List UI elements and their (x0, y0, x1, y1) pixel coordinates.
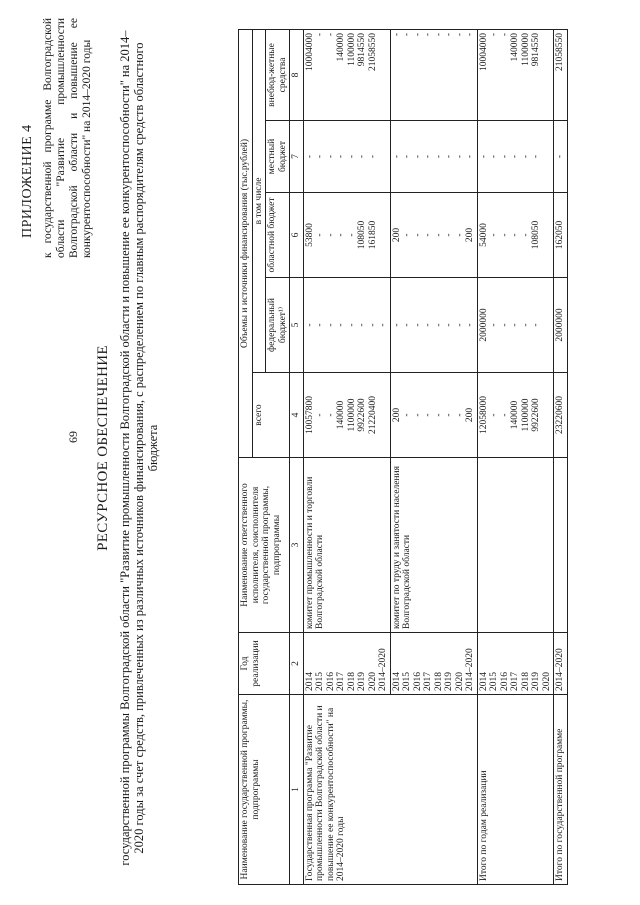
regional-cell: 53800 - - - - 108050 161850 (303, 193, 390, 278)
header-total: всего (252, 373, 290, 458)
total-cell: 23220600 (554, 373, 568, 458)
executor-cell (477, 458, 554, 633)
total-cell: 10057800 - - 140000 1100000 9922600 21220400 (303, 373, 390, 458)
executor-cell (554, 458, 568, 633)
header-executor: Наименование ответственного исполнителя, соисполнителя государственной программы, подпрограммы (239, 458, 290, 633)
extra-cell: 10004000 - - 140000 1100000 9814550 (477, 29, 554, 120)
resource-table (238, 29, 568, 885)
extra-cell: - - - - - - - - (390, 29, 477, 120)
years-cell: 2014 2015 2016 2017 2018 2019 2020 2014–2020 (303, 633, 390, 695)
appendix-text: к государственной программе Волгоградской области "Развитие промышленности Волгоградской области и повышение ее конкурентоспособности" на 2014–2020 годы (42, 18, 93, 258)
header-name: Наименование государственной программы, подпрограммы (239, 695, 290, 885)
local-cell: - - - - - - - - (390, 121, 477, 193)
header-including: в том числе (252, 29, 266, 372)
document-title: РЕСУРСНОЕ ОБЕСПЕЧЕНИЕ (95, 345, 111, 551)
years-cell: 2014–2020 (554, 633, 568, 695)
rotated-page (0, 3, 620, 893)
header-local: местный бюджет (266, 121, 290, 193)
local-cell: - - - - - - - (303, 121, 390, 193)
regional-cell: 54000 - - - - 108050 (477, 193, 554, 278)
appendix-block (20, 18, 94, 258)
header-year: Год реализации (239, 633, 290, 695)
total-cell: 12058000 - - 140000 1100000 9922600 (477, 373, 554, 458)
program-name-cell: Государственная программа "Развитие промышленности Волгоградской области и повышение ее конкурентоспособности" на 2014–2020 годы (303, 695, 477, 885)
col-number: 1 (290, 695, 304, 885)
federal-cell: - - - - - - - - (303, 278, 390, 373)
col-number: 5 (290, 278, 304, 373)
federal-cell: 2000000 (554, 278, 568, 373)
grand-total-label: Итого по государственной программе (554, 695, 568, 885)
years-cell: 2014 2015 2016 2017 2018 2019 2020 2014–2020 (390, 633, 477, 695)
total-by-years-label: Итого по годам реализации (477, 695, 554, 885)
col-number: 7 (290, 121, 304, 193)
col-number: 8 (290, 29, 304, 120)
table-row (303, 29, 390, 884)
federal-cell: 2000000 - - - - - (477, 278, 554, 373)
header-federal: федеральный бюджет¹⁾ (266, 278, 290, 373)
col-number: 6 (290, 193, 304, 278)
regional-cell: 200 - - - - - - 200 (390, 193, 477, 278)
appendix-title: ПРИЛОЖЕНИЕ 4 (20, 124, 35, 238)
extra-cell: 10004000 - - 140000 1100000 9814550 21058550 (303, 29, 390, 120)
regional-cell: 162050 (554, 193, 568, 278)
local-cell: - - - - - - (477, 121, 554, 193)
page-number: 69 (66, 431, 80, 443)
col-number: 3 (290, 458, 304, 633)
table-row (477, 29, 554, 884)
executor-cell: комитет по труду и занятости населения Волгоградской области (390, 458, 477, 633)
header-regional: областной бюджет (266, 193, 290, 278)
local-cell: - (554, 121, 568, 193)
extra-cell: 21058550 (554, 29, 568, 120)
col-number: 4 (290, 373, 304, 458)
header-extra: внебюд-жетные средства (266, 29, 290, 120)
table-row (554, 29, 568, 884)
years-cell: 2014 2015 2016 2017 2018 2019 2020 (477, 633, 554, 695)
total-cell: 200 - - - - - - 200 (390, 373, 477, 458)
executor-cell: комитет промышленности и торговли Волгоградской области (303, 458, 390, 633)
document-subtitle: государственной программы Волгоградской области "Развитие промышленности Волгоградской области и повышение ее конкурентоспособности" на 2014–2020 годы за счет средств, привлеченных из различных источников финансирования, с распределением по главным распорядителям средств областного бюджета (118, 30, 160, 866)
col-number: 2 (290, 633, 304, 695)
header-volumes: Объемы и источники финансирования (тыс.рублей) (239, 29, 253, 457)
federal-cell: - - - - - - - - (390, 278, 477, 373)
